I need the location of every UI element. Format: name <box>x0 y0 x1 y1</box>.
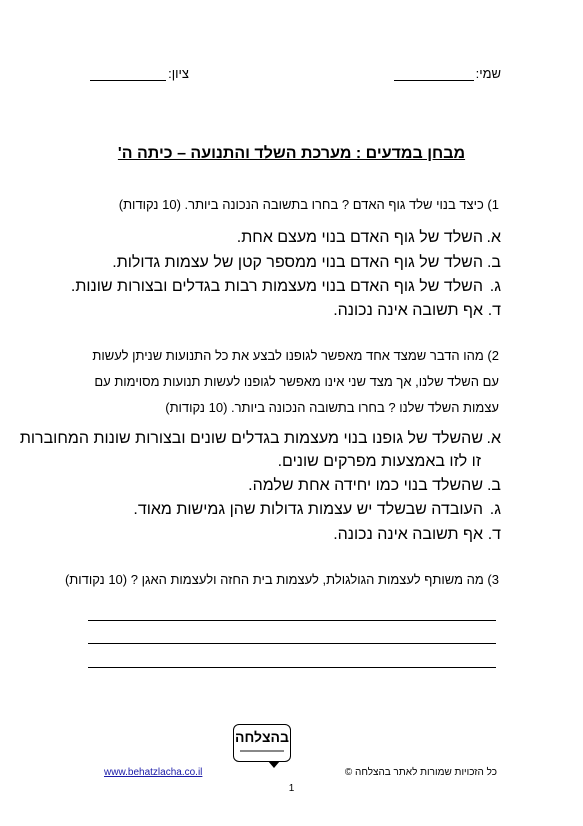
behatzlacha-logo: בהצלחה <box>233 724 291 762</box>
answer-line-3[interactable] <box>88 667 496 668</box>
footer-website-link[interactable]: www.behatzlacha.co.il <box>104 767 203 778</box>
question-3 <box>39 567 499 593</box>
q2-option-c[interactable]: ג.העובדה שבשלד יש עצמות גדולות שהן גמישות מאוד. <box>133 501 501 518</box>
name-input-line[interactable] <box>394 68 474 81</box>
q2-option-d[interactable]: ד.אף תשובה אינה נכונה. <box>333 526 501 543</box>
q1-option-c[interactable]: ג.השלד של גוף האדם בנוי מעצמות רבות בגדלים ובצורות שונות. <box>70 278 501 295</box>
q1-option-d[interactable]: ד.אף תשובה אינה נכונה. <box>333 302 501 319</box>
name-label: שמי: <box>475 66 501 81</box>
grade-field-row <box>90 66 189 81</box>
logo-underline <box>240 750 284 752</box>
answer-line-1[interactable] <box>88 620 496 621</box>
question-3-text: 3) מה משותף לעצמות הגולגולת, לעצמות בית החזה ולעצמות האגן ? (10 נקודות) <box>64 572 499 587</box>
grade-label: ציון: <box>168 66 189 81</box>
footer-copyright: כל הזכויות שמורות לאתר בהצלחה © <box>344 767 497 778</box>
grade-input-line[interactable] <box>90 68 166 81</box>
question-1 <box>59 192 499 218</box>
question-2-line-3: עצמות השלד שלנו ? בחרו בתשובה הנכונה ביותר. (10 נקודות) <box>165 400 499 415</box>
answer-line-2[interactable] <box>88 643 496 644</box>
page-number: 1 <box>288 783 295 794</box>
q2-option-a-continued: זו לזו באמצעות מפרקים שונים. <box>277 453 481 470</box>
q1-option-a[interactable]: א.השלד של גוף האדם בנוי מעצם אחת. <box>236 229 501 246</box>
page-title: מבחן במדעים : מערכת השלד והתנועה – כיתה ה' <box>117 145 466 162</box>
q2-option-b[interactable]: ב.שהשלד בנוי כמו יחידה אחת שלמה. <box>248 477 501 494</box>
logo-speech-tail <box>268 761 280 768</box>
q2-option-a[interactable]: א.שהשלד של גופנו בנוי מעצמות בגדלים שונים ובצורות שונות המחוברות <box>19 430 501 447</box>
question-2-line-1: 2) מהו הדבר שמצד אחד מאפשר לגופנו לבצע את כל התנועות שניתן לעשות <box>92 348 499 363</box>
q1-option-b[interactable]: ב.השלד של גוף האדם בנוי ממספר קטן של עצמות גדולות. <box>112 254 501 271</box>
question-2-line-2: עם השלד שלנו, אך מצד שני אינו מאפשר לגופנו לעשות תנועות מסוימות עם <box>94 374 499 389</box>
question-1-text: 1) כיצד בנוי שלד גוף האדם ? בחרו בתשובה הנכונה ביותר. (10 נקודות) <box>118 197 499 212</box>
question-2 <box>39 343 499 421</box>
name-field-row <box>394 66 501 81</box>
